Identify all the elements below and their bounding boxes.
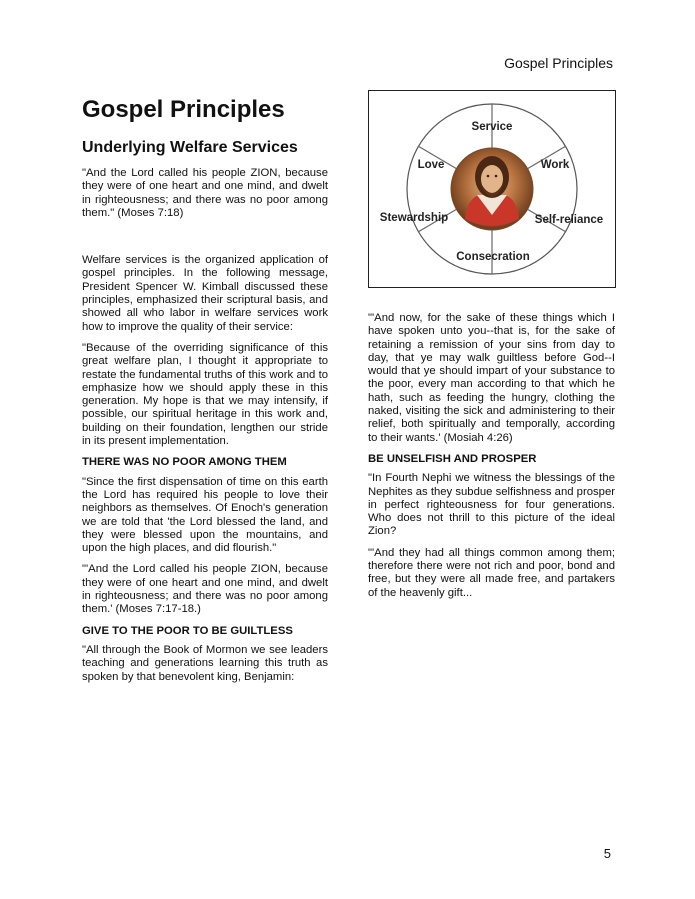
section-subtitle: Underlying Welfare Services	[82, 139, 298, 156]
kimball-quote: "Because of the overriding significance of this great welfare plan, I thought it appropriate to restate the fundamental truths of this work and to emphasize how we should apply these in this generation. My hope is that we may intensify, if possible, our spiritual heritage in this work and, building on their foundation, lengthen our stride in its present implementation.	[82, 341, 328, 448]
book-of-mormon-paragraph: "All through the Book of Mormon we see leaders teaching and generations learning this truth as spoken by that benevolent king, Benjamin:	[82, 643, 328, 683]
moses-paragraph: "'And the Lord called his people ZION, because they were of one heart and one mind, and dwelt in righteousness; and there was no poor among them.' (Moses 7:17-18.)	[82, 563, 328, 616]
left-column	[82, 96, 328, 692]
label-consecration: Consecration	[456, 251, 530, 263]
heading-give-to-poor: GIVE TO THE POOR TO BE GUILTLESS	[82, 624, 293, 637]
label-service: Service	[471, 121, 513, 133]
welfare-wheel-diagram	[369, 91, 615, 287]
label-work: Work	[540, 159, 570, 171]
welfare-wheel-figure	[368, 90, 616, 288]
mosiah-quote: "'And now, for the sake of these things which I have spoken unto you--that is, for the sake of retaining a remission of your sins from day to day, that ye may walk guiltless before God--I would that ye should impart of your substance to the poor, every man according to that which he hath, such as feeding the hungry, clothing the naked, visiting the sick and administering to their relief, both spiritually and temporally, according to their wants.' (Mosiah 4:26)	[368, 312, 615, 444]
fourth-nephi-paragraph: "In Fourth Nephi we witness the blessings of the Nephites as they subdue selfishness and prosper in perfect righteousness for four generations. Who does not thrill to this picture of the ideal Zion?	[368, 472, 615, 538]
label-love: Love	[417, 159, 445, 171]
running-header: Gospel Principles	[504, 55, 613, 71]
enoch-paragraph: "Since the first dispensation of time on this earth the Lord has required his people to love their neighbors as themselves. Of Enoch's generation we are told that 'the Lord blessed the land, and they were blessed upon the mountains, and upon the high places, and did flourish."	[82, 475, 328, 555]
label-self-reliance: Self-reliance	[534, 214, 604, 226]
all-things-common-paragraph: "'And they had all things common among them; therefore there were not rich and poor, bond and free, but they were all made free, and partakers of the heavenly gift...	[368, 546, 615, 599]
heading-no-poor: THERE WAS NO POOR AMONG THEM	[82, 456, 287, 469]
spacer	[82, 228, 328, 254]
intro-paragraph: Welfare services is the organized application of gospel principles. In the following message, President Spencer W. Kimball discussed these principles, emphasized their scriptural basis, and showed all who labor in welfare services work how to improve the quality of their service:	[82, 254, 328, 333]
epigraph: "And the Lord called his people ZION, because they were of one heart and one mind, and dwelt in righteousness; and there was no poor among them." (Moses 7:18)	[82, 167, 328, 219]
page-number: 5	[603, 846, 611, 861]
label-stewardship: Stewardship	[379, 212, 449, 224]
heading-unselfish: BE UNSELFISH AND PROSPER	[368, 452, 537, 465]
right-column	[368, 312, 615, 608]
page-title: Gospel Principles	[82, 96, 285, 123]
